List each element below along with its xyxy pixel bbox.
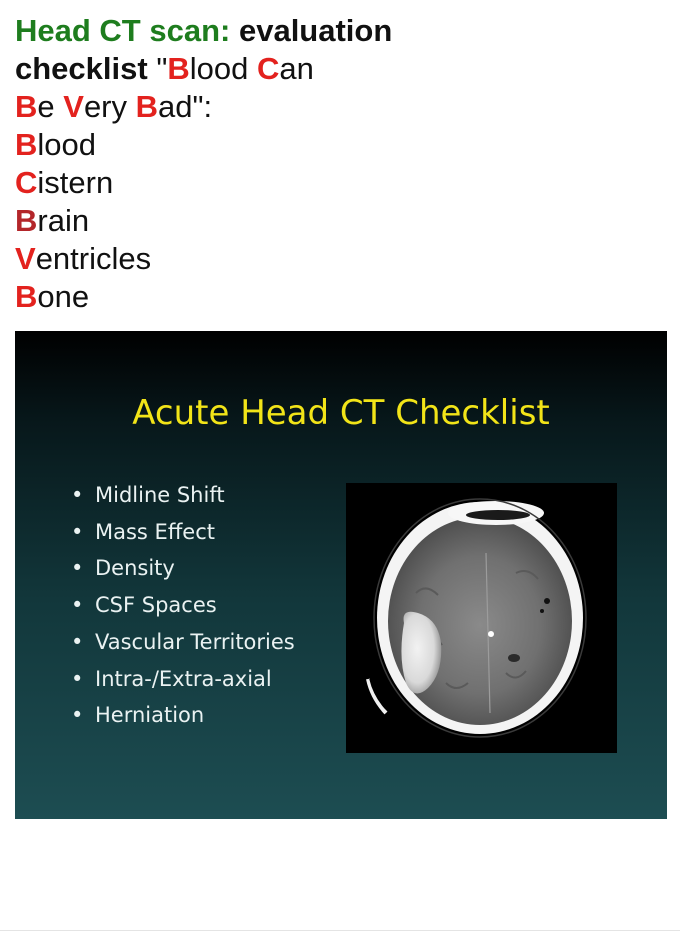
heading-word: e [37, 89, 64, 124]
head-ct-scan-graphic [346, 483, 617, 753]
bullet-text: Herniation [95, 703, 205, 728]
ventricle-horn [508, 654, 520, 662]
bullet-text: CSF Spaces [95, 593, 217, 618]
heading-checklist: checklist [15, 51, 148, 86]
air-pocket [540, 609, 544, 613]
heading-letter: C [256, 51, 280, 86]
slide-title: Acute Head CT Checklist [132, 393, 550, 433]
heading-green: Head CT scan: [15, 13, 231, 48]
heading-line-1 [15, 12, 665, 50]
mnemonic-rest: entricles [35, 241, 152, 276]
mnemonic-item-brain [15, 202, 665, 240]
heading-line-3 [15, 88, 665, 126]
ct-checklist-slide [15, 331, 667, 819]
page-divider [0, 930, 680, 931]
mnemonic-item-cistern [15, 164, 665, 202]
mnemonic-rest: rain [37, 203, 90, 238]
bullet-text: Mass Effect [95, 519, 215, 544]
bullet-item [71, 587, 295, 624]
bullet-item [71, 550, 295, 587]
bullet-text: Density [95, 556, 175, 581]
mnemonic-initial: B [15, 203, 38, 238]
bullet-dot: • [71, 593, 84, 618]
heading-bold: evaluation [238, 13, 393, 48]
mnemonic-item-bone [15, 278, 665, 316]
mnemonic-initial: C [15, 165, 38, 200]
mnemonic-rest: one [37, 279, 90, 314]
heading-word: lood [189, 51, 257, 86]
bullet-text: Intra-/Extra-axial [95, 666, 272, 691]
mnemonic-initial: B [15, 127, 38, 162]
heading-word: ery [83, 89, 136, 124]
frontal-sinus [466, 510, 530, 520]
mnemonic-rest: istern [37, 165, 114, 200]
heading-letter: B [167, 51, 190, 86]
bullet-dot: • [71, 483, 84, 507]
mnemonic-item-ventricles [15, 240, 665, 278]
heading-letter: V [63, 89, 84, 124]
bullet-dot: • [71, 519, 84, 544]
bullet-dot: • [71, 556, 84, 581]
mnemonic-initial: B [15, 279, 38, 314]
heading-letter: B [135, 89, 159, 124]
bullet-item [71, 624, 295, 661]
heading-line-2 [15, 50, 665, 88]
heading-letter: B [15, 89, 38, 124]
pineal-calcification [488, 631, 494, 637]
bullet-item [71, 514, 295, 551]
air-pocket [544, 598, 550, 604]
mnemonic-initial: V [15, 241, 36, 276]
head-ct-image [346, 483, 617, 753]
mnemonic-rest: lood [37, 127, 96, 162]
bullet-item [71, 697, 295, 734]
bullet-text: Vascular Territories [95, 629, 295, 654]
mnemonic-item-blood [15, 126, 665, 164]
bullet-dot: • [71, 629, 84, 654]
bullet-text: Midline Shift [95, 483, 225, 507]
heading-word: ad": [158, 89, 213, 124]
checklist-bullets [71, 477, 295, 734]
bullet-dot: • [71, 666, 84, 691]
heading-word: an [279, 51, 314, 86]
heading-quote: " [156, 51, 168, 86]
bullet-dot: • [71, 703, 84, 728]
bullet-item [71, 661, 295, 698]
mnemonic-text [15, 12, 665, 316]
bullet-item [71, 477, 295, 514]
